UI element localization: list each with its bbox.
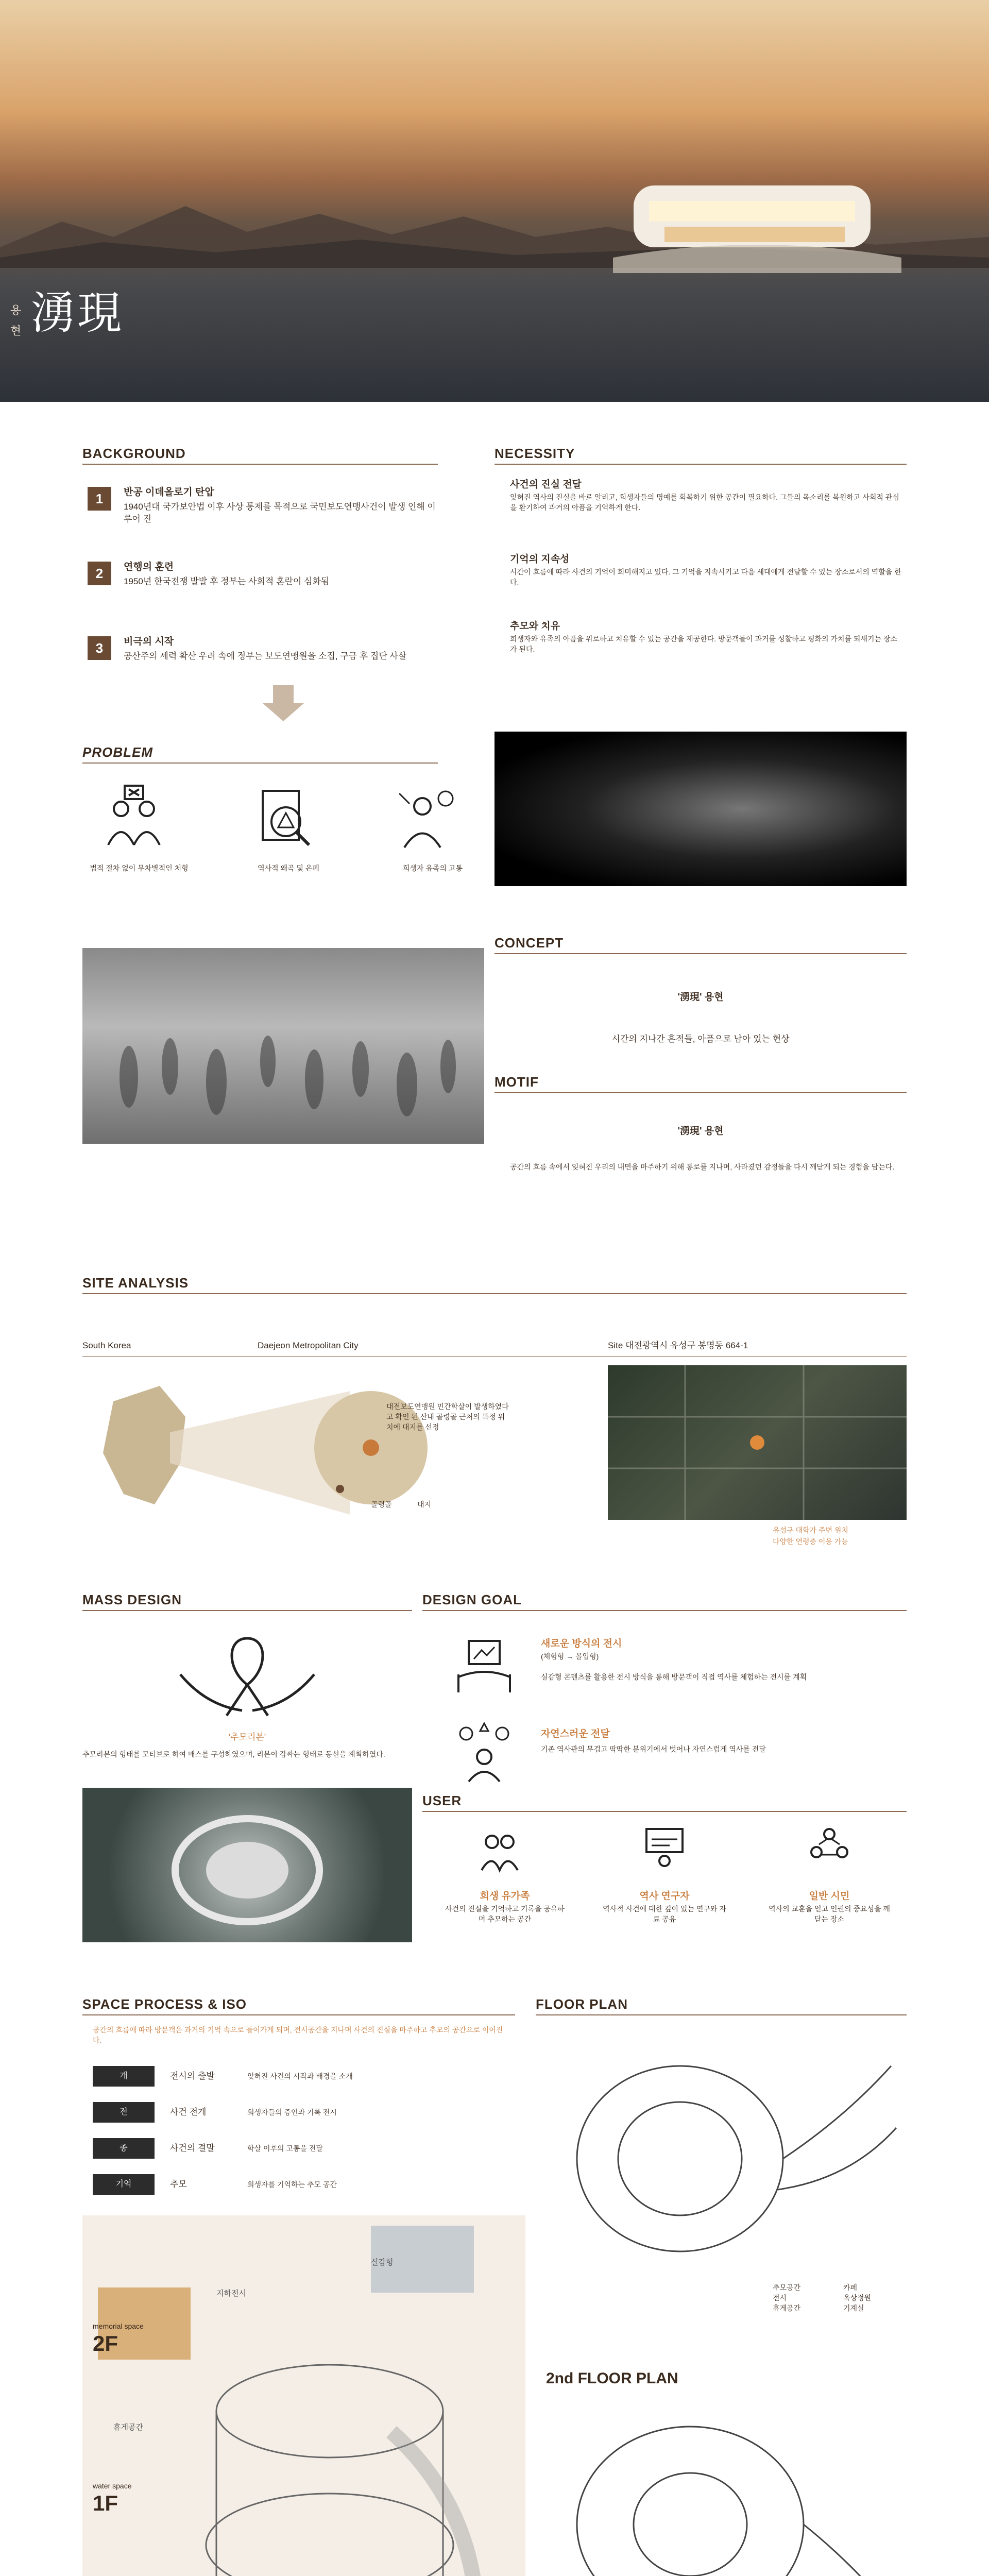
goal-text-1: 실감형 콘텐츠를 활용한 전시 방식을 통해 방문객이 직접 역사를 체험하는 전시를 계획 [541,1673,807,1681]
site-note-2: 다양한 연령층 이용 가능 [773,1537,848,1546]
goal-head-2: 자연스러운 전달 [541,1728,610,1739]
space-step-text-2: 희생자들의 증언과 기록 전시 [247,2108,337,2116]
satellite-photo [608,1365,907,1520]
necessity-head-2: 기억의 지속성 [510,554,570,565]
iso-tag-6: 휴게공간 [113,2423,143,2432]
blurred-figure-photo [494,732,907,886]
citizens-icon [804,1824,855,1875]
necessity-head-1: 사건의 진실 전달 [510,479,582,490]
necessity-text-1: 잊혀진 역사의 진실을 바로 알리고, 희생자들의 명예를 회복하기 위한 공간이 필요하다. 그들의 목소리를 복원하고 사회적 관심을 환기하여 과거의 아픔을 기억하게 한다. [510,493,899,512]
user-rule [422,1811,907,1812]
family-icon [474,1824,525,1875]
user-text-2: 역사적 사건에 대한 깊이 있는 연구와 자료 공유 [603,1905,726,1923]
satellite-grid [608,1365,907,1520]
floorplan-rule [536,2014,907,2015]
space-step-key-2: 전 [93,2102,155,2123]
legend-item: 휴게공간 [773,2304,801,2312]
background-num-3: 3 [88,636,111,660]
background-text-1: 1940년대 국가보안법 이후 사상 통제를 목적으로 국민보도연맹사건이 발생 인해 이루어 진 [124,502,436,524]
iso-drawing [82,2215,525,2576]
space-step-name-4: 추모 [170,2179,187,2189]
site-rule [82,1293,907,1294]
legend-item: 카페 [843,2283,858,2292]
mass-rule [82,1610,412,1611]
user-text-3: 역사의 교훈을 얻고 인권의 중요성을 깨닫는 장소 [769,1905,890,1923]
hero-title: 湧現 [31,287,124,339]
iso-tag-1: 지하전시 [216,2289,246,2298]
mass-label: '추모리본' [228,1732,266,1742]
space-intro: 공간의 흐름에 따라 방문객은 과거의 기억 속으로 들어가게 되며, 전시공간을 지나며 사건의 진실을 마주하고 추모의 공간으로 이어진다. [93,2026,503,2044]
concept-title: CONCEPT [494,935,564,951]
background-head-1: 반공 이데올로기 탄압 [124,487,214,498]
background-num-2: 2 [88,562,111,585]
background-rule [82,464,438,465]
site-title: SITE ANALYSIS [82,1275,189,1291]
hero-image [0,0,989,402]
background-head-3: 비극의 시작 [124,636,174,647]
motif-rule [494,1092,907,1093]
problem-rule [82,762,438,764]
space-step-text-3: 학살 이후의 고통을 전달 [247,2144,323,2153]
space-rule [82,2014,515,2015]
background-head-2: 연행의 훈련 [124,562,174,572]
problem-label-2: 역사적 왜곡 및 은폐 [258,864,319,872]
floor-label-1: memorial space [93,2322,144,2330]
people-conflict-icon [98,783,170,855]
concept-text: 시간의 지나간 흔적들, 아픔으로 남아 있는 현상 [611,1034,790,1044]
background-text-3: 공산주의 세력 확산 우려 속에 정부는 보도연맹원을 소집, 구금 후 집단 사살 [124,651,407,661]
legend-item: 기계실 [843,2304,864,2312]
site-legend-1: 골령골 [371,1500,392,1509]
site-step-1: South Korea [82,1341,131,1350]
idea-person-icon [453,1721,515,1783]
space-step-key-4: 기억 [93,2174,155,2195]
1f-plan-drawing [536,2401,907,2576]
necessity-text-3: 희생자와 유족의 아픔을 위로하고 치유할 수 있는 공간을 제공한다. 방문객들이 과거를 성찰하고 평화의 가치를 되새기는 장소가 된다. [510,635,897,653]
space-step-name-1: 전시의 출발 [170,2071,215,2081]
space-step-text-1: 잊혀진 사건의 시작과 배경을 소개 [247,2072,353,2080]
concept-rule [494,953,907,954]
goal-text-2: 기존 역사관의 무겁고 딱딱한 분위기에서 벗어나 자연스럽게 역사를 전달 [541,1745,766,1753]
necessity-text-2: 시간이 흐름에 따라 사건의 기억이 희미해지고 있다. 그 기억을 지속시키고 다음 세대에게 전달할 수 있는 장소로서의 역할을 한다. [510,568,901,586]
mass-render [82,1788,412,1942]
crowd-silhouettes [82,948,484,1144]
user-text-1: 사건의 진실을 기억하고 기록을 공유하며 추모하는 공간 [445,1905,565,1923]
mass-title: MASS DESIGN [82,1592,182,1607]
floorplan-name-1: 2nd FLOOR PLAN [546,2370,678,2387]
crowd-photo [82,948,484,1144]
background-title: BACKGROUND [82,446,186,461]
necessity-head-3: 추모와 치유 [510,621,560,632]
problem-label-3: 희생자 유족의 고통 [403,864,463,872]
necessity-rule [494,464,907,465]
site-description: 대전보도연맹원 민간학살이 발생하였다고 확인 된 산내 골령골 근처의 특정 위치에 대지를 선정 [386,1402,509,1431]
space-step-name-3: 사건의 결말 [170,2143,215,2153]
background-num-1: 1 [88,487,111,511]
problem-title: PROBLEM [82,744,153,760]
space-step-name-2: 사건 전개 [170,2107,207,2117]
motif-word: '湧現' 용현 [677,1126,724,1137]
site-step-line [82,1356,907,1357]
goal-sub-1: (체험형 → 몰입형) [541,1652,599,1660]
mass-render-shape [82,1788,412,1942]
legend-item: 옥상정원 [843,2294,872,2302]
floor-number-1: 2F [93,2331,118,2355]
hero-subtitle: 용현 [9,304,22,345]
floor-number-2: 1F [93,2491,118,2515]
background-text-2: 1950년 한국전쟁 발발 후 정부는 사회적 혼란이 심화됨 [124,577,330,586]
user-head-2: 역사 연구자 [639,1891,690,1902]
korea-map [82,1370,505,1525]
concept-word: '湧現' 용현 [677,992,724,1003]
space-step-text-4: 희생자를 기억하는 추모 공간 [247,2180,337,2189]
site-step-2: Daejeon Metropolitan City [258,1341,359,1350]
exhibit-frame-icon [453,1636,515,1698]
grief-icon [391,783,464,855]
iso-diagram [82,2215,525,2576]
user-title: USER [422,1793,462,1808]
user-head-3: 일반 시민 [809,1891,850,1902]
floorplan-title: FLOOR PLAN [536,1996,628,2012]
ribbon-hands-icon [170,1623,325,1726]
necessity-title: NECESSITY [494,446,575,461]
site-note-1: 유성구 대학가 주변 위치 [773,1526,848,1534]
site-legend-2: 대지 [417,1500,432,1509]
2f-plan-drawing [536,2025,907,2318]
goal-head-1: 새로운 방식의 전시 [541,1638,622,1649]
site-step-3: Site 대전광역시 유성구 봉명동 664-1 [608,1341,748,1350]
legend-item: 전시 [773,2294,787,2302]
floor-label-2: water space [93,2482,132,2490]
space-title: SPACE PROCESS & ISO [82,1996,247,2012]
motif-text: 공간의 흐름 속에서 잊혀진 우리의 내면을 마주하기 위해 통로를 지나며, 사라졌던 감정들을 다시 깨닫게 되는 경험을 담는다. [510,1163,895,1171]
goal-title: DESIGN GOAL [422,1592,522,1607]
space-step-key-3: 종 [93,2138,155,2159]
document-warning-icon [247,783,319,855]
goal-rule [422,1610,907,1611]
building-render [603,155,912,273]
legend-item: 추모공간 [773,2283,801,2292]
down-arrow-icon [263,685,304,721]
problem-label-1: 법적 절차 없이 무차별적인 처형 [90,864,189,872]
researcher-icon [639,1824,690,1875]
motif-title: MOTIF [494,1074,539,1090]
user-head-1: 희생 유가족 [480,1891,530,1902]
floorplan-legend-1 [773,2282,907,2313]
space-step-key-1: 개 [93,2066,155,2087]
mass-text: 추모리본의 형태를 모티브로 하여 매스를 구성하였으며, 리본이 감싸는 형태로 동선을 계획하였다. [82,1750,385,1758]
iso-tag-2: 실감형 [371,2258,394,2267]
